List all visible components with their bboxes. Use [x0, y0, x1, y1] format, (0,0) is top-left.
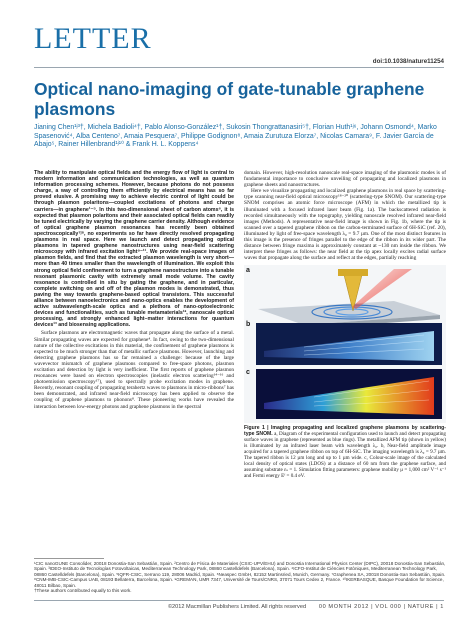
body-paragraph: Here we visualize propagating and localized graphene plasmons in real space by scattering-type scanning near-field optical microscopy¹⁸⁻²⁰ (scattering-type SNOM). Our scattering-type SNOM comprises an atomic force microscope (AFM) in which the metallized tip is illuminated with a focused infrared laser beam (Fig. 1a). The backscattered radiation is recorded simultaneously with the topography, yielding nanoscale resolved infrared near-field images (Methods). A representative near-field image is shown in Fig. 1b, where the tip is scanned over a tapered graphene ribbon on the carbon-terminated surface of 6H-SiC (ref. 20), illuminated by light of free-space wavelength λ₀ = 9.7 µm. One of the most distinct features in this image is the presence of fringes parallel to the edge of the ribbon in its wider part. The distance between fringe maxima is approximately constant at ~130 nm inside the ribbon. We interpret these fringes as follows: the near field at the tip apex locally excites radial surface waves that propagate along the surface and reflect at the edges, partially reaching — [244, 188, 446, 262]
panel-a-diagram — [258, 269, 440, 329]
figure-panel-label: a — [246, 267, 250, 275]
left-column — [34, 170, 234, 410]
footnote-divider — [34, 558, 104, 559]
body-paragraph: Surface plasmons are electromagnetic waves that propagate along the surface of a metal. Similar propagating waves are expected for graphene⁴. In fact, owing to the two-dimensional nature of the collective excitations in this material, the confinement of graphene plasmons is expected to be much stronger than that of metallic surface plasmons. However, launching and detecting graphene plasmons has so far remained a challenge: because of the large wavevector mismatch of graphene plasmons compared to free-space photons, plasmon excitation and detection by light is very inefficient. The first reports of graphene plasmon resonances were based on electron spectroscopies (inelastic electron scattering¹⁴⁻¹⁶ and photoemission spectroscopy¹⁷), used to spectrally probe excitation modes in graphene. Recently, resonant coupling of propagating terahertz waves to plasmons in micro-ribbons⁷ has been demonstrated, and infrared near-field microscopy has been applied to observe the coupling of graphene plasmons to phonons⁸. These pioneering works have revealed the interaction between low-energy photons and graphene plasmons in the spectral — [34, 330, 234, 410]
footer-divider — [34, 600, 444, 601]
author-list: Jianing Chen¹ʲ³†, Michela Badioli⁴†, Pablo Alonso-González¹†, Sukosin Thongrattanasiri⁵†, Florian Huth¹ʲ⁶, Johann Osmond⁴, Marko Spasenović⁴, Alba Centeno⁷, Amaia Pesquera⁷, Philippe Godignon⁸, Amaia Zurutuza Elorza⁷, Nicolas Camara⁹, F. Javier García de Abajo⁵, Rainer Hillenbrand¹ʲ¹⁰ & Frank H. L. Koppens⁴ — [34, 124, 437, 149]
article-title: Optical nano-imaging of gate-tunable graphene plasmons — [34, 79, 425, 119]
section-header: LETTER — [34, 22, 152, 55]
panel-b-image — [256, 323, 442, 365]
abstract: The ability to manipulate optical fields and the energy flow of light is central to modern information and communication technologies, as well as quantum information processing schemes. However, because photons do not possess charge, a way of controlling them efficiently by electrical means has so far proved elusive. A promising way to achieve electric control of light could be through plasmon polaritons—coupled excitations of photons and charge carriers—in graphene¹⁻⁵. In this two-dimensional sheet of carbon atoms⁶, it is expected that plasmon polaritons and their associated optical fields can readily be tuned electrically by varying the graphene carrier density. Although evidence of optical graphene plasmon resonances has recently been obtained spectroscopically⁷ʲ⁸, no experiments so far have directly resolved propagating plasmons in real space. Here we launch and detect propagating optical plasmons in tapered graphene nanostructures using near-field scattering microscopy with infrared excitation light⁹⁻¹¹. We provide real-space images of plasmon fields, and find that the extracted plasmon wavelength is very short—more than 40 times smaller than the wavelength of illumination. We exploit this strong optical field confinement to turn a graphene nanostructure into a tunable resonant plasmonic cavity with extremely small mode volume. The cavity resonance is controlled in situ by gating the graphene, and in particular, complete switching on and off of the plasmon modes is demonstrated, thus paving the way towards graphene-based optical transistors. This successful alliance between nanoelectronics and nano-optics enables the development of active subwavelength-scale optics and a plethora of nano-optoelectronic devices and functionalities, such as tunable metamaterials¹², nanoscale optical processing, and strongly enhanced light–matter interactions for quantum devices¹³ and biosensing applications. — [34, 170, 234, 329]
figure-caption — [244, 426, 446, 479]
figure-panel-label: c — [246, 369, 250, 377]
panel-c-image — [256, 369, 442, 419]
caption-title: Figure 1 | Imaging propagating and localized graphene plasmons by scattering-type SNOM. — [244, 425, 446, 438]
figure-1 — [244, 265, 446, 423]
copyright-line: ©2012 Macmillan Publishers Limited. All rights reserved — [167, 604, 307, 610]
figure-panel-label: b — [246, 321, 251, 329]
affiliations: ¹CIC nanoGUNE Consolider, 20018 Donostia-San Sebastián, Spain. ²Centro de Física de Materiales (CSIC-UPV/EHU) and Donostia International Physics Center (DIPC), 20018 Donostia-San Sebastián, Spain. ³IDEO-Instituto de Tecnologías Fotovoltaicas, Mediterranean Technology Park, 08860 Castelldefels (Barcelona), Spain. ⁴ICFO-Institut de Ciències Fotòniques, Mediterranean Technology Park, 08860 Castelldefels (Barcelona), Spain. ⁵IQFR-CSIC, Serrano 119, 28006 Madrid, Spain. ⁶Neaspec GmbH, 82152 Martinsried, Munich, Germany. ⁷Graphenea SA, 20018 Donostia-San Sebastián, Spain. ⁸CNM-IMB-CSIC-Campus UAB, 08193 Bellaterra, Barcelona, Spain. ⁹GREMAN, UMR 7347, Université de Tours/CNRS, 37071 Tours Cedex 2, France. ¹⁰IKERBASQUE, Basque Foundation for Science, 48011 Bilbao, Spain. †These authors contributed equally to this work. — [34, 561, 446, 594]
doi-label[interactable]: doi:10.1038/nature11254 — [372, 58, 444, 65]
caption-body: a, Diagram of the experimental configuration used to launch and detect propagating surface waves in graphene (represented as blue rings). The metallized AFM tip (shown in yellow) is illuminated by an infrared laser beam with wavelength λ₀. b, Near-field amplitude image acquired for a tapered graphene ribbon on top of 6H-SiC. The imaging wavelength is λ₀ = 9.7 µm. The tapered ribbon is 12 µm long and up to 1 µm wide. c, Colour-scale image of the calculated local density of optical states (LDOS) at a distance of 60 nm from the graphene surface, and assuming substrate εₛ = 1. Simulation fitting parameters: graphene mobility μ = 1,000 cm² V⁻¹ s⁻¹ and Fermi energy Eᶠ = 0.4 eV. — [244, 431, 446, 479]
figure-illustration — [244, 265, 446, 423]
header-divider — [34, 67, 444, 68]
right-column — [244, 170, 446, 480]
issue-line: 00 MONTH 2012 | VOL 000 | NATURE | 1 — [318, 604, 444, 610]
body-paragraph: domain. However, high-resolution nanoscale real-space imaging of the plasmonic modes is of fundamental importance to conclusive unveiling of propagating and localized plasmons in graphene sheets and nanostructures. — [244, 170, 446, 189]
